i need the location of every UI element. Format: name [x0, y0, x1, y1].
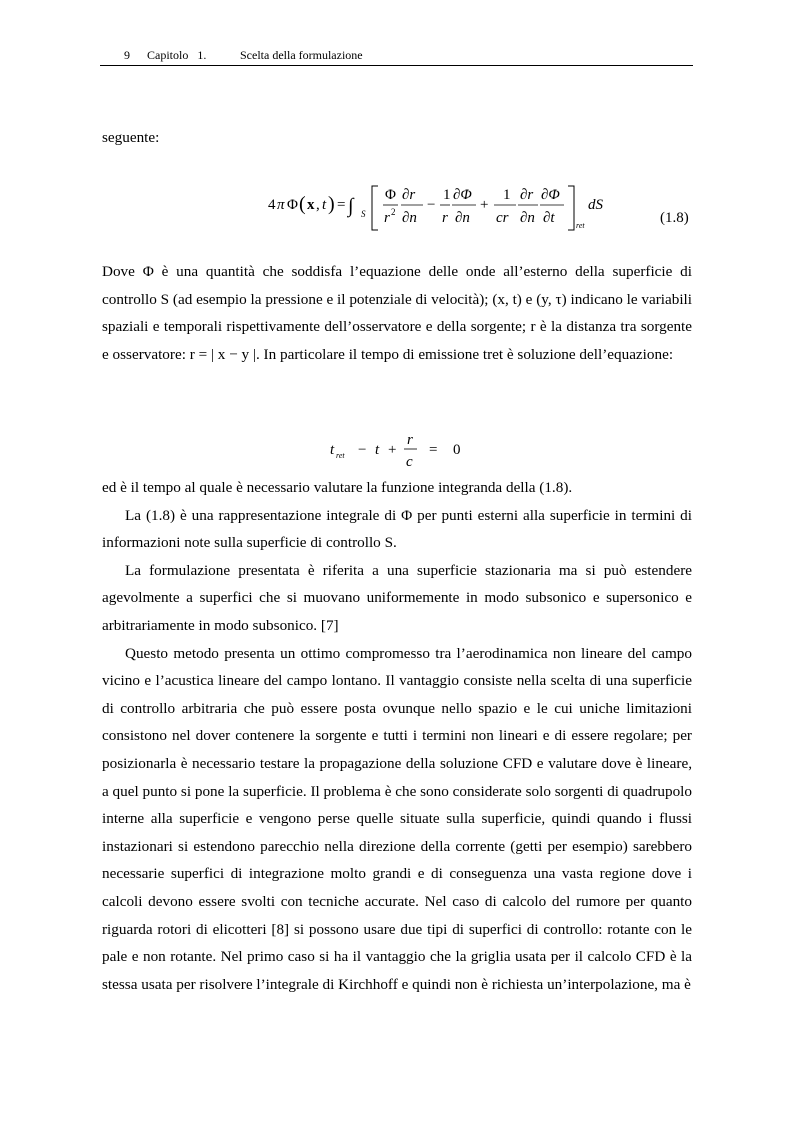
- eq1-t: t: [322, 197, 327, 213]
- eq1-t3-dr: ∂r: [520, 187, 534, 203]
- eq2-r: r: [407, 432, 413, 448]
- eq2-equals: =: [429, 442, 438, 458]
- eq1-t2-one: 1: [443, 187, 451, 203]
- eq1-bracket-right: [568, 186, 574, 230]
- eq2-t: t: [330, 442, 335, 458]
- eq1-t2-dphi: ∂Φ: [453, 187, 472, 203]
- eq1-t3-cr: cr: [496, 210, 509, 226]
- chapter-label: Capitolo 1.: [147, 48, 207, 62]
- equation-kirchhoff: [265, 180, 695, 240]
- eq1-dS: dS: [588, 197, 603, 213]
- eq2-c: c: [406, 454, 413, 470]
- eq2-plus: +: [388, 442, 397, 458]
- eq1-integral: ∫: [348, 195, 354, 217]
- eq1-phi: Φ: [287, 197, 298, 213]
- eq1-number: (1.8): [660, 210, 689, 226]
- eq1-t3-dphi: ∂Φ: [541, 187, 560, 203]
- eq1-t2-dn: ∂n: [455, 210, 470, 226]
- eq2-ret: ret: [336, 451, 345, 460]
- eq2-minus: −: [358, 442, 367, 458]
- intro-word: seguente:: [102, 129, 160, 146]
- chapter-title: Scelta della formulazione: [240, 48, 363, 62]
- equation-emission-time: [325, 430, 475, 470]
- paragraph-la18: La (1.8) è una rappresentazione integrale di Φ per punti esterni alla superficie in termini di informazioni note sulla superficie di controllo S.: [102, 506, 692, 552]
- body-continued: [102, 474, 692, 998]
- eq1-t3-one: 1: [503, 187, 511, 203]
- eq2-zero: 0: [453, 442, 461, 458]
- eq1-t1-phi: Φ: [385, 187, 396, 203]
- eq1-coef: 4: [268, 197, 276, 213]
- eq1-paren-open: (: [299, 193, 306, 215]
- eq1-t1-exp: 2: [391, 207, 396, 217]
- eq1-t2-r: r: [442, 210, 448, 226]
- svg-text:,: ,: [316, 197, 320, 213]
- eq1-minus: −: [427, 197, 436, 213]
- intro-line: [102, 124, 692, 152]
- eq1-t1-dn: ∂n: [402, 210, 417, 226]
- paragraph-formulazione: La formulazione presentata è riferita a una superficie stazionaria ma si può estendere agevolmente a superfici che si muovano uniformemente in modo subsonico e supersonico e arbitrariamente in modo subsonico. [7]: [102, 561, 692, 634]
- eq1-pi: π: [277, 197, 285, 213]
- paragraph-dove: [102, 258, 692, 368]
- eq1-t1-dr: ∂r: [402, 187, 416, 203]
- eq1-ret: ret: [576, 221, 585, 230]
- paragraph-dove-text: Dove Φ è una quantità che soddisfa l’equazione delle onde all’esterno della superficie di controllo S (ad esempio la pressione e il potenziale di velocità); (x, t) e (y, τ) indicano le variabili spaziali e temporali rispettivamente dell’osservatore e della sorgente; r è la distanza tra sorgente e osservatore: r = | x − y |. In particolare il tempo di emissione tret è soluzione dell’equazione:: [102, 263, 692, 363]
- eq1-t3-dt: ∂t: [543, 210, 555, 226]
- eq1-t3-dn: ∂n: [520, 210, 535, 226]
- eq2-t2: t: [375, 442, 380, 458]
- running-header: [100, 47, 693, 66]
- paragraph-questo: Questo metodo presenta un ottimo compromesso tra l’aerodinamica non lineare del campo vicino e l’acustica lineare del campo lontano. Il vantaggio consiste nella scelta di una superficie di controllo arbitraria che può essere posta ovunque nello spazio e le cui uniche limitazioni consistono nel dover contenere la sorgente e tutti i termini non lineari e di essere regolare; per posizionarla è necessario testare la propagazione della soluzione CFD e valutare dove è lineare, a quel punto si pone la superficie. Il problema è che sono considerate solo sorgenti di quadrupolo interne alla superficie e vengono perse quelle situate sulla superficie, quindi quando i flussi instazionari si estendono parecchio nella direzione della corrente (getti per esempio) sarebbero necessarie superfici di integrazione molto grandi e di conseguenza una vasta regione dove i calcoli devono essere svolti con tecniche accurate. Nel caso di calcolo del rumore per quanto riguarda rotori di elicotteri [8] si possono usare due tipi di superfici di controllo: rotante con le pale e non rotante. Nel primo caso si ha il vantaggio che la griglia usata per il calcolo CFD è la stessa usata per risolvere l’integrale di Kirchhoff e quindi non è richiesta un’interpolazione, ma è: [102, 644, 692, 993]
- eq1-integral-sub: S: [361, 209, 366, 219]
- page-number: 9: [124, 48, 130, 62]
- eq1-bracket-left: [372, 186, 378, 230]
- eq1-t1-r: r: [384, 210, 390, 226]
- eq1-paren-close: ): [328, 193, 335, 215]
- eq1-plus: +: [480, 197, 489, 213]
- paragraph-ed: ed è il tempo al quale è necessario valutare la funzione integranda della (1.8).: [102, 479, 573, 496]
- eq1-x: x: [307, 197, 315, 213]
- eq1-equals: =: [337, 197, 346, 213]
